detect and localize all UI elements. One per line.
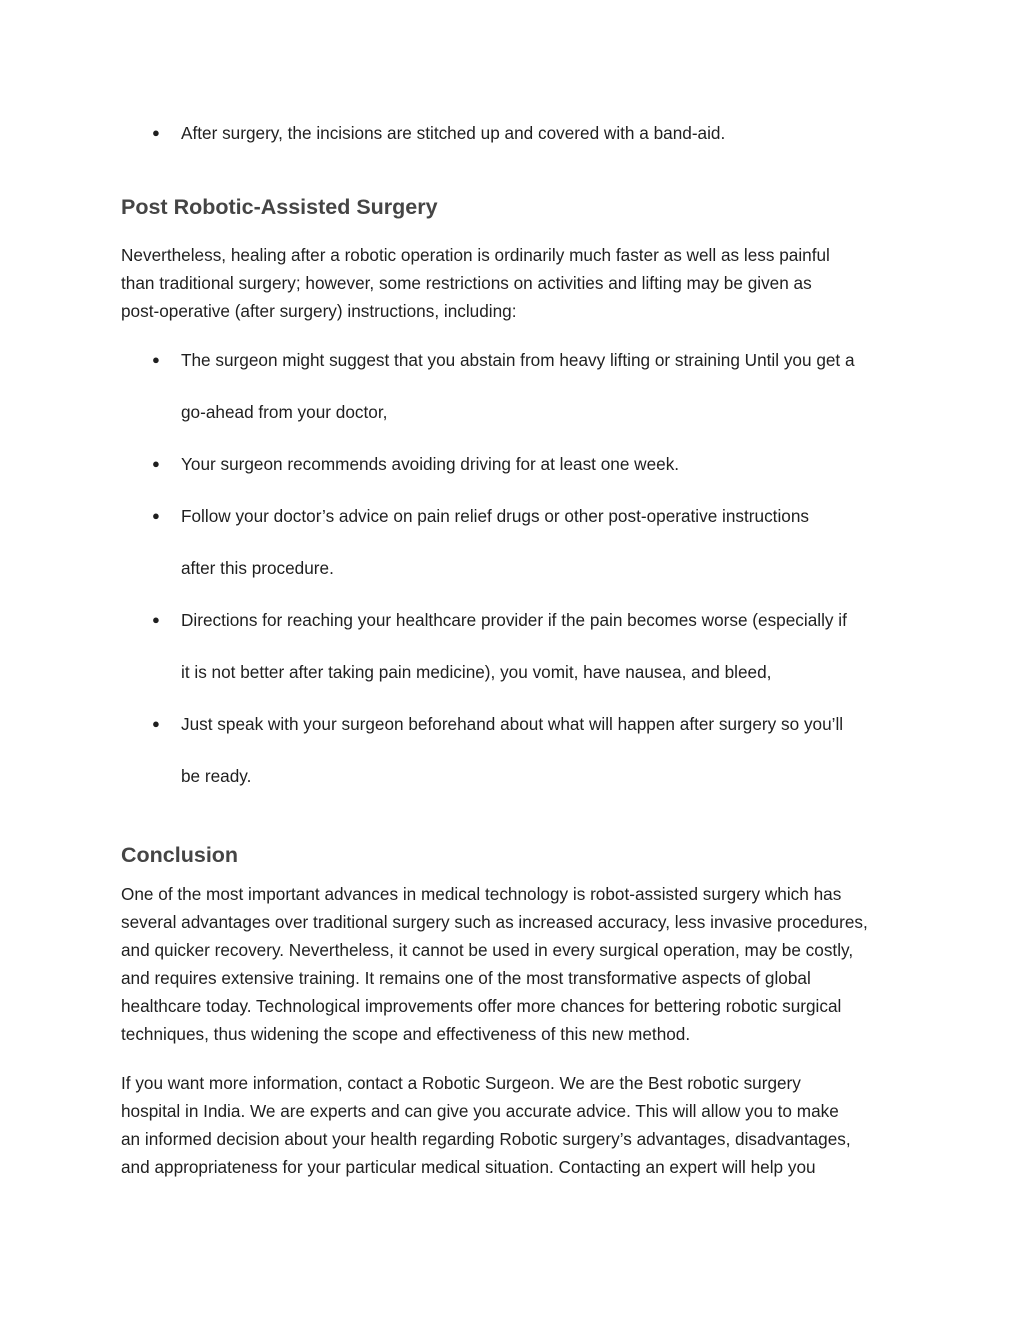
paragraph-line: techniques, thus widening the scope and effectiveness of this new method. bbox=[121, 1024, 691, 1044]
paragraph-line: an informed decision about your health regarding Robotic surgery’s advantages, disadvantages, bbox=[121, 1129, 851, 1149]
list-item-line: Just speak with your surgeon beforehand about what will happen after surgery so you’ll bbox=[181, 714, 844, 734]
paragraph-line: If you want more information, contact a Robotic Surgeon. We are the Best robotic surgery bbox=[121, 1073, 801, 1093]
paragraph-line: hospital in India. We are experts and can give you accurate advice. This will allow you to make bbox=[121, 1101, 839, 1121]
paragraph-line: post-operative (after surgery) instructions, including: bbox=[121, 301, 517, 321]
bullet-marker: ● bbox=[152, 456, 160, 471]
list-item-line: be ready. bbox=[181, 766, 252, 786]
list-item-line: After surgery, the incisions are stitched up and covered with a band-aid. bbox=[181, 123, 726, 143]
bullet-marker: ● bbox=[152, 352, 160, 367]
section-heading-conclusion: Conclusion bbox=[121, 843, 239, 867]
paragraph-line: and appropriateness for your particular medical situation. Contacting an expert will help you bbox=[121, 1157, 816, 1177]
list-item-line: Follow your doctor’s advice on pain relief drugs or other post-operative instructions bbox=[181, 506, 809, 526]
paragraph-line: than traditional surgery; however, some restrictions on activities and lifting may be given as bbox=[121, 273, 812, 293]
bullet-marker: ● bbox=[152, 508, 160, 523]
list-item-line: go-ahead from your doctor, bbox=[181, 402, 388, 422]
bullet-marker: ● bbox=[152, 612, 160, 627]
section-heading-post-surgery: Post Robotic-Assisted Surgery bbox=[121, 195, 438, 219]
list-item-line: it is not better after taking pain medicine), you vomit, have nausea, and bleed, bbox=[181, 662, 772, 682]
bullet-marker: ● bbox=[152, 125, 160, 140]
bullet-marker: ● bbox=[152, 716, 160, 731]
list-item-line: Your surgeon recommends avoiding driving for at least one week. bbox=[181, 454, 680, 474]
paragraph-line: Nevertheless, healing after a robotic operation is ordinarily much faster as well as less painful bbox=[121, 245, 830, 265]
list-item-line: The surgeon might suggest that you abstain from heavy lifting or straining Until you get a bbox=[181, 350, 855, 370]
paragraph-line: and quicker recovery. Nevertheless, it cannot be used in every surgical operation, may be costly, bbox=[121, 940, 854, 960]
paragraph-line: One of the most important advances in medical technology is robot-assisted surgery which has bbox=[121, 884, 842, 904]
list-item-line: after this procedure. bbox=[181, 558, 334, 578]
paragraph-line: and requires extensive training. It remains one of the most transformative aspects of global bbox=[121, 968, 811, 988]
list-item-line: Directions for reaching your healthcare provider if the pain becomes worse (especially if bbox=[181, 610, 847, 630]
paragraph-line: several advantages over traditional surgery such as increased accuracy, less invasive procedures, bbox=[121, 912, 868, 932]
paragraph-line: healthcare today. Technological improvements offer more chances for bettering robotic surgical bbox=[121, 996, 842, 1016]
